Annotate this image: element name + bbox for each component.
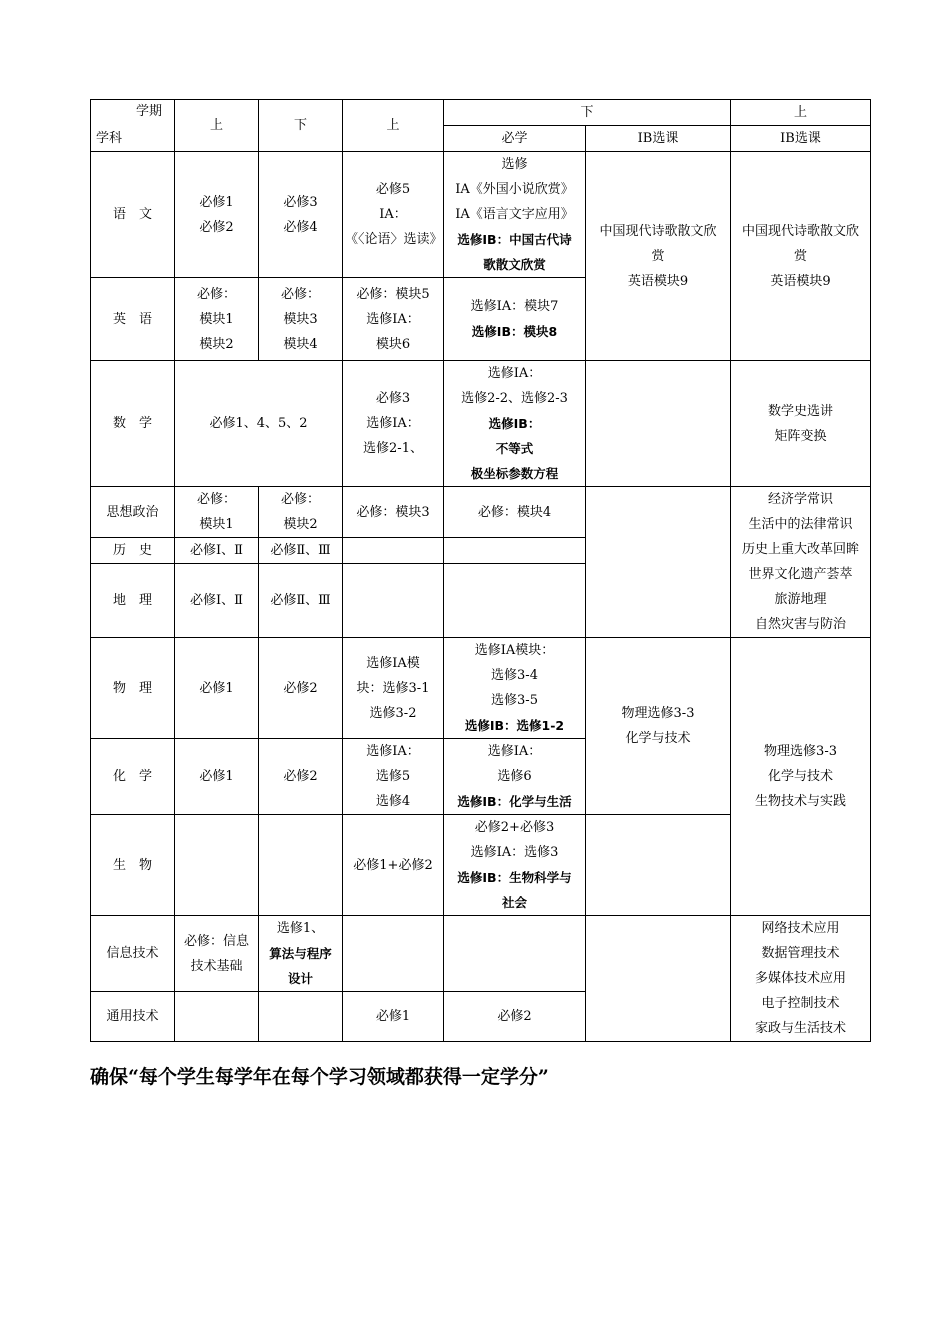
table-cell: 选修ⅠA： 选修5 选修4 [343, 739, 444, 815]
subject-history: 历 史 [91, 538, 175, 564]
table-cell: 物理选修3-3 化学与技术 [586, 638, 731, 815]
table-cell [343, 538, 444, 564]
subject-politics: 思想政治 [91, 487, 175, 538]
subject-english: 英 语 [91, 278, 175, 361]
table-row [91, 487, 871, 538]
subject-geography: 地 理 [91, 564, 175, 638]
subject-chinese: 语 文 [91, 152, 175, 278]
header-sem4-required: 必学 [444, 126, 586, 152]
table-cell [586, 916, 731, 1042]
table-cell: 必修： 模块1 [175, 487, 259, 538]
table-cell: 必修3 选修ⅠA： 选修2-1、 [343, 361, 444, 487]
table-cell: 经济学常识 生活中的法律常识 历史上重大改革回眸 世界文化遗产荟萃 旅游地理 自然灾害与防治 [731, 487, 871, 638]
table-cell: 必修1 [343, 992, 444, 1042]
header-sem1: 上 [175, 100, 259, 152]
table-cell: 中国现代诗歌散文欣 赏 英语模块9 [586, 152, 731, 361]
table-cell: 必修： 模块3 模块4 [259, 278, 343, 361]
table-cell: 必修2+必修3 选修ⅠA：选修3 选修ⅠB：生物科学与 社会 [444, 815, 586, 916]
table-cell: 必修1 必修2 [175, 152, 259, 278]
table-cell [343, 916, 444, 992]
course-schedule-table [90, 99, 871, 1042]
table-cell [343, 564, 444, 638]
table-cell: 数学史选讲 矩阵变换 [731, 361, 871, 487]
table-cell: 必修5 ⅠA： 《〈论语〉选读》 [343, 152, 444, 278]
header-term-label: 学期 [135, 104, 162, 119]
table-cell [586, 487, 731, 638]
header-sem4-ib: ⅠB选课 [586, 126, 731, 152]
table-cell: 必修1 [175, 739, 259, 815]
table-cell [444, 564, 586, 638]
table-cell: 必修1+必修2 [343, 815, 444, 916]
table-cell: 选修ⅠA模 块：选修3-1 选修3-2 [343, 638, 444, 739]
table-cell: 物理选修3-3 化学与技术 生物技术与实践 [731, 638, 871, 916]
table-cell: 必修2 [259, 739, 343, 815]
table-cell: 必修1 [175, 638, 259, 739]
subject-biology: 生 物 [91, 815, 175, 916]
table-row [91, 361, 871, 487]
header-sem4: 下 [444, 100, 731, 126]
table-cell: 选修ⅠA： 选修6 选修ⅠB：化学与生活 [444, 739, 586, 815]
table-cell: 选修1、 算法与程序 设计 [259, 916, 343, 992]
table-cell: 选修ⅠA： 选修2-2、选修2-3 选修ⅠB： 不等式 极坐标参数方程 [444, 361, 586, 487]
table-cell [586, 361, 731, 487]
table-cell: 选修ⅠA模块： 选修3-4 选修3-5 选修ⅠB：选修1-2 [444, 638, 586, 739]
table-cell [444, 916, 586, 992]
subject-math: 数 学 [91, 361, 175, 487]
subject-it: 信息技术 [91, 916, 175, 992]
table-cell: 必修2 [444, 992, 586, 1042]
table-cell: 必修Ⅰ、Ⅱ [175, 564, 259, 638]
table-cell: 必修：模块4 [444, 487, 586, 538]
table-row [91, 152, 871, 278]
table-cell: 必修Ⅱ、Ⅲ [259, 564, 343, 638]
table-cell: 必修Ⅱ、Ⅲ [259, 538, 343, 564]
table-cell: 选修 ⅠA《外国小说欣赏》 ⅠA《语言文字应用》 选修ⅠB：中国古代诗 歌散文欣赏 [444, 152, 586, 278]
header-sem3: 上 [343, 100, 444, 152]
table-row [91, 638, 871, 739]
header-sem2: 下 [259, 100, 343, 152]
subject-physics: 物 理 [91, 638, 175, 739]
table-cell [259, 815, 343, 916]
table-cell: 必修：模块3 [343, 487, 444, 538]
table-cell: 中国现代诗歌散文欣 赏 英语模块9 [731, 152, 871, 361]
table-cell [175, 992, 259, 1042]
table-cell: 必修2 [259, 638, 343, 739]
table-cell: 必修Ⅰ、Ⅱ [175, 538, 259, 564]
header-subject-label: 学科 [96, 131, 123, 146]
table-cell: 选修ⅠA：模块7 选修ⅠB：模块8 [444, 278, 586, 361]
subject-general-tech: 通用技术 [91, 992, 175, 1042]
table-cell: 必修3 必修4 [259, 152, 343, 278]
header-sem5: 上 [731, 100, 871, 126]
header-corner [91, 100, 175, 152]
table-cell: 必修： 模块2 [259, 487, 343, 538]
header-sem5-ib: ⅠB选课 [731, 126, 871, 152]
table-cell: 必修1、4、5、2 [175, 361, 343, 487]
table-cell: 必修： 模块1 模块2 [175, 278, 259, 361]
footer-statement: 确保“每个学生每学年在每个学习领域都获得一定学分” [90, 1066, 549, 1088]
table-cell [444, 538, 586, 564]
table-cell [259, 992, 343, 1042]
table-row [91, 916, 871, 992]
table-cell [586, 815, 731, 916]
subject-chemistry: 化 学 [91, 739, 175, 815]
table-cell: 必修：模块5 选修ⅠA： 模块6 [343, 278, 444, 361]
table-cell: 网络技术应用 数据管理技术 多媒体技术应用 电子控制技术 家政与生活技术 [731, 916, 871, 1042]
table-cell [175, 815, 259, 916]
table-cell: 必修：信息 技术基础 [175, 916, 259, 992]
